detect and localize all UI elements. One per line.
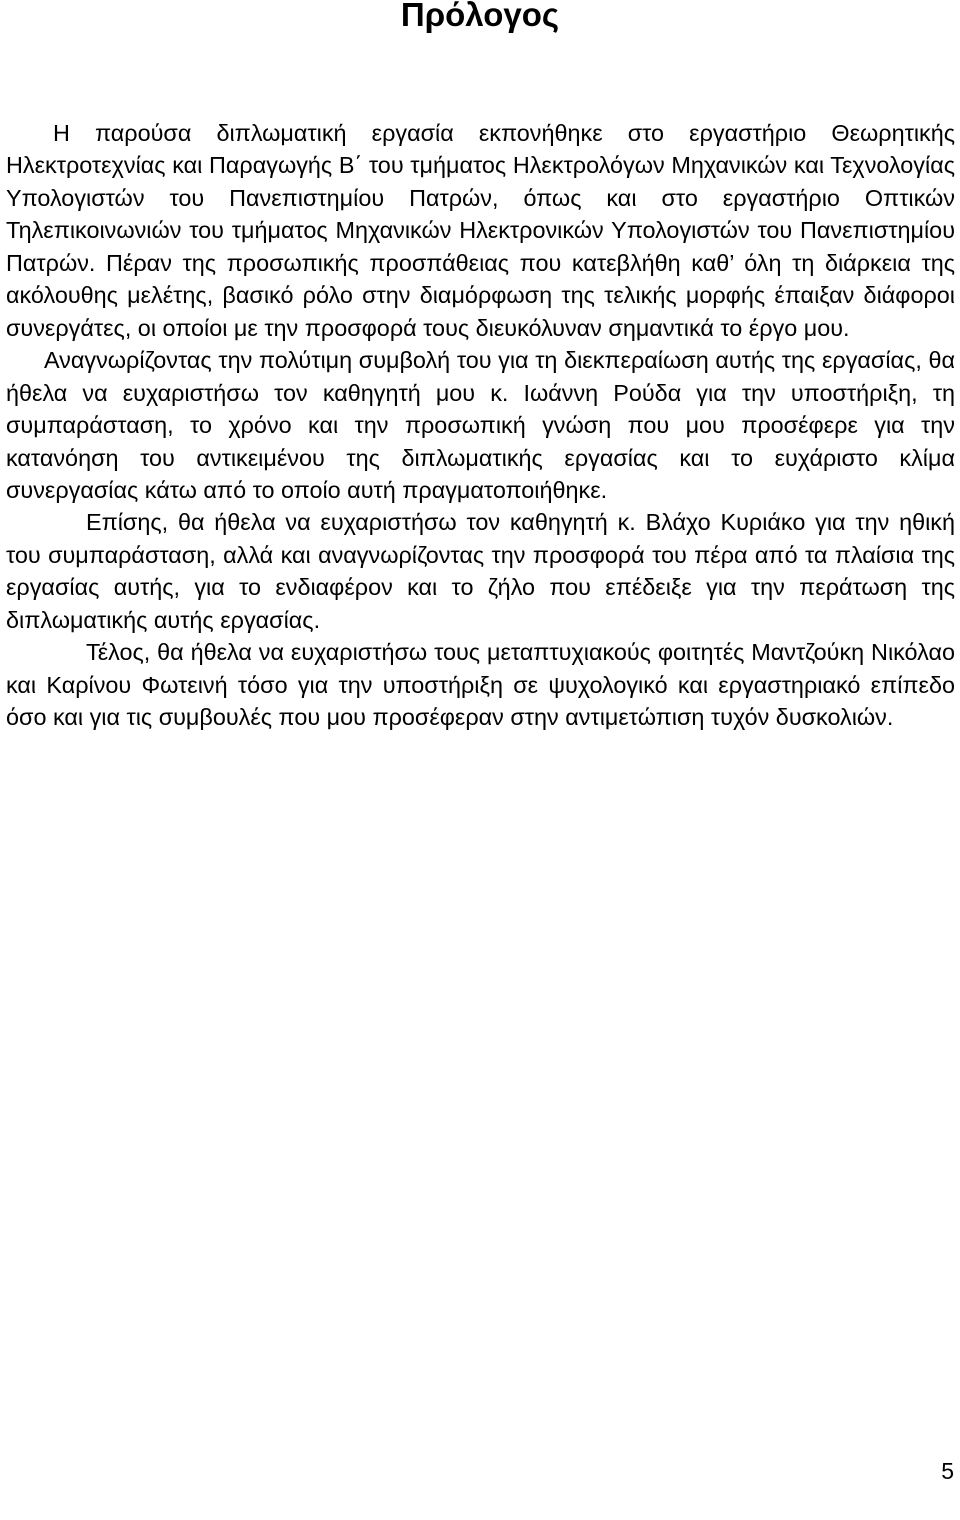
page-number: 5	[941, 1458, 954, 1484]
document-body	[6, 117, 955, 734]
paragraph-acknowledgement-supervisor: Αναγνωρίζοντας την πολύτιμη συμβολή του για τη διεκπεραίωση αυτής της εργασίας, θα ήθελα να ευχαριστήσω τον καθηγητή μου κ. Ιωάννη Ρούδα για την υποστήριξη, τη συμπαράσταση, το χρόνο και την προσωπική γνώση που μου προσέφερε για την κατανόηση του αντικειμένου της διπλωματικής εργασίας και το ευχάριστο κλίμα συνεργασίας κάτω από το οποίο αυτή πραγματοποιήθηκε.	[6, 347, 955, 503]
paragraph-acknowledgement-professor: Επίσης, θα ήθελα να ευχαριστήσω τον καθηγητή κ. Βλάχο Κυριάκο για την ηθική του συμπαράσταση, αλλά και αναγνωρίζοντας την προσφορά του πέρα από τα πλαίσια της εργασίας αυτής, για το ενδιαφέρον και το ζήλο που επέδειξε για την περάτωση της διπλωματικής αυτής εργασίας.	[6, 509, 955, 633]
paragraph-introduction: Η παρούσα διπλωματική εργασία εκπονήθηκε στο εργαστήριο Θεωρητικής Ηλεκτροτεχνίας και Παραγωγής Β΄ του τμήματος Ηλεκτρολόγων Μηχανικών και Τεχνολογίας Υπολογιστών του Πανεπιστημίου Πατρών, όπως και στο εργαστήριο Οπτικών Τηλεπικοινωνιών του τμήματος Μηχανικών Ηλεκτρονικών Υπολογιστών του Πανεπιστημίου Πατρών. Πέραν της προσωπικής προσπάθειας που κατεβλήθη καθ’ όλη τη διάρκεια της ακόλουθης μελέτης, βασικό ρόλο στην διαμόρφωση της τελικής μορφής έπαιξαν διάφοροι συνεργάτες, οι οποίοι με την προσφορά τους διευκόλυναν σημαντικά το έργο μου.	[6, 120, 955, 341]
page-title: Πρόλογος	[400, 0, 560, 33]
paragraph-acknowledgement-students: Τέλος, θα ήθελα να ευχαριστήσω τους μεταπτυχιακούς φοιτητές Μαντζούκη Νικόλαο και Καρίνου Φωτεινή τόσο για την υποστήριξη σε ψυχολογικό και εργαστηριακό επίπεδο όσο και για τις συμβουλές που μου προσέφεραν στην αντιμετώπιση τυχόν δυσκολιών.	[6, 639, 955, 731]
